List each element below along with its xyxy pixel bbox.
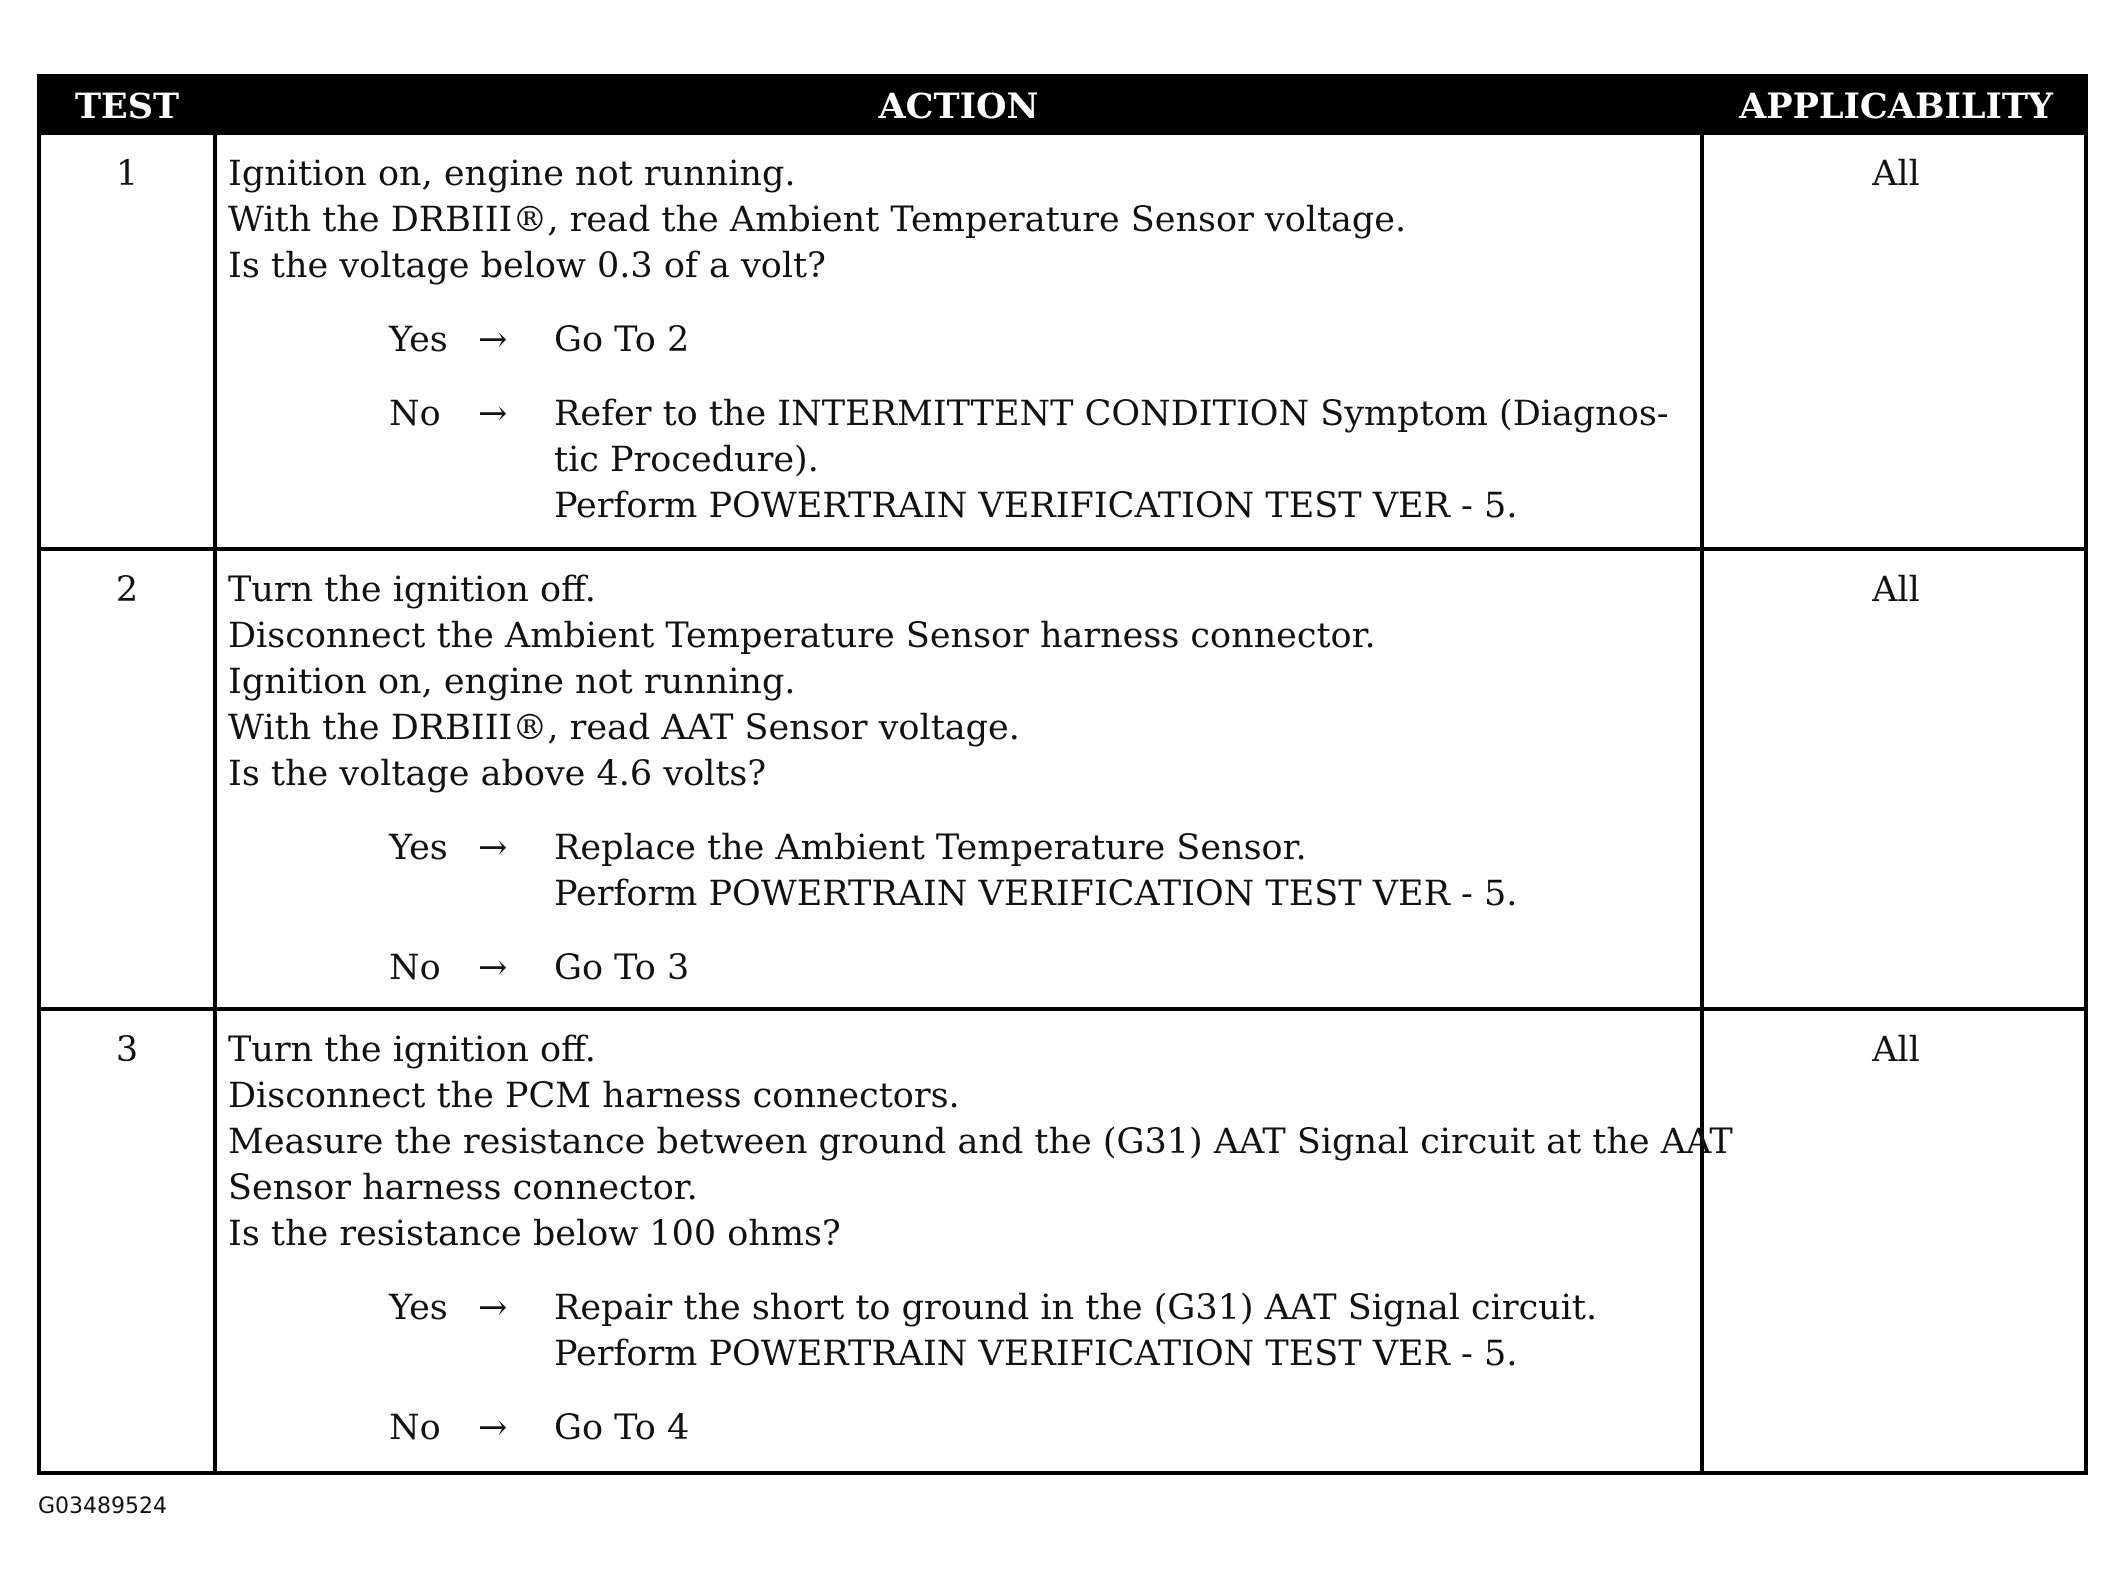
yes-label: Yes xyxy=(389,320,448,360)
table-row xyxy=(41,551,2084,1007)
action-line: Turn the ignition off. xyxy=(228,570,596,610)
header-action: ACTION xyxy=(878,86,1039,127)
yes-label: Yes xyxy=(389,828,448,868)
no-branch xyxy=(228,1405,1698,1451)
no-branch xyxy=(228,391,1698,529)
action-cell xyxy=(228,567,1698,991)
no-label: No xyxy=(389,948,441,988)
test-number: 3 xyxy=(115,1030,139,1070)
yes-label: Yes xyxy=(389,1288,448,1328)
header-test: TEST xyxy=(74,86,180,127)
yes-branch xyxy=(228,317,1698,363)
action-cell xyxy=(228,1027,1733,1451)
no-label: No xyxy=(389,394,441,434)
action-line: With the DRBIII®, read the Ambient Temperature Sensor voltage. xyxy=(228,200,1407,240)
action-line: Is the resistance below 100 ohms? xyxy=(228,1214,841,1254)
no-result: Go To 4 xyxy=(554,1408,690,1448)
applicability-cell: All xyxy=(1872,570,1920,610)
right-arrow-icon: → xyxy=(478,394,508,434)
test-number: 1 xyxy=(115,154,139,194)
yes-branch xyxy=(228,1285,1698,1377)
no-result: Perform POWERTRAIN VERIFICATION TEST VER - 5. xyxy=(554,486,1518,526)
no-result: Refer to the INTERMITTENT CONDITION Symptom (Diagnos- xyxy=(554,394,1669,434)
diagnostic-test-table xyxy=(37,74,2088,1475)
action-line: With the DRBIII®, read AAT Sensor voltage. xyxy=(228,708,1020,748)
test-number: 2 xyxy=(115,570,139,610)
action-line: Is the voltage below 0.3 of a volt? xyxy=(228,246,826,286)
action-line: Sensor harness connector. xyxy=(228,1168,698,1208)
no-branch xyxy=(228,945,1698,991)
action-line: Ignition on, engine not running. xyxy=(228,154,796,194)
header-applicability: APPLICABILITY xyxy=(1739,86,2053,127)
right-arrow-icon: → xyxy=(478,1408,508,1448)
right-arrow-icon: → xyxy=(478,828,508,868)
applicability-cell: All xyxy=(1872,1030,1920,1070)
yes-branch xyxy=(228,825,1698,917)
yes-result: Perform POWERTRAIN VERIFICATION TEST VER - 5. xyxy=(554,874,1518,914)
table-header xyxy=(41,78,2084,135)
action-line: Ignition on, engine not running. xyxy=(228,662,796,702)
right-arrow-icon: → xyxy=(478,320,508,360)
action-line: Measure the resistance between ground and the (G31) AAT Signal circuit at the AAT xyxy=(228,1122,1733,1162)
action-cell xyxy=(228,151,1698,529)
action-line: Disconnect the PCM harness connectors. xyxy=(228,1076,960,1116)
action-line: Is the voltage above 4.6 volts? xyxy=(228,754,767,794)
applicability-cell: All xyxy=(1872,154,1920,194)
yes-result: Go To 2 xyxy=(554,320,690,360)
right-arrow-icon: → xyxy=(478,1288,508,1328)
yes-result: Repair the short to ground in the (G31) AAT Signal circuit. xyxy=(554,1288,1598,1328)
no-result: tic Procedure). xyxy=(554,440,819,480)
action-line: Disconnect the Ambient Temperature Sensor harness connector. xyxy=(228,616,1376,656)
action-line: Turn the ignition off. xyxy=(228,1030,596,1070)
no-result: Go To 3 xyxy=(554,948,690,988)
figure-code: G03489524 xyxy=(38,1494,168,1519)
yes-result: Perform POWERTRAIN VERIFICATION TEST VER - 5. xyxy=(554,1334,1518,1374)
yes-result: Replace the Ambient Temperature Sensor. xyxy=(554,828,1307,868)
table-row xyxy=(41,1011,2084,1475)
table-row xyxy=(41,135,2084,547)
no-label: No xyxy=(389,1408,441,1448)
right-arrow-icon: → xyxy=(478,948,508,988)
